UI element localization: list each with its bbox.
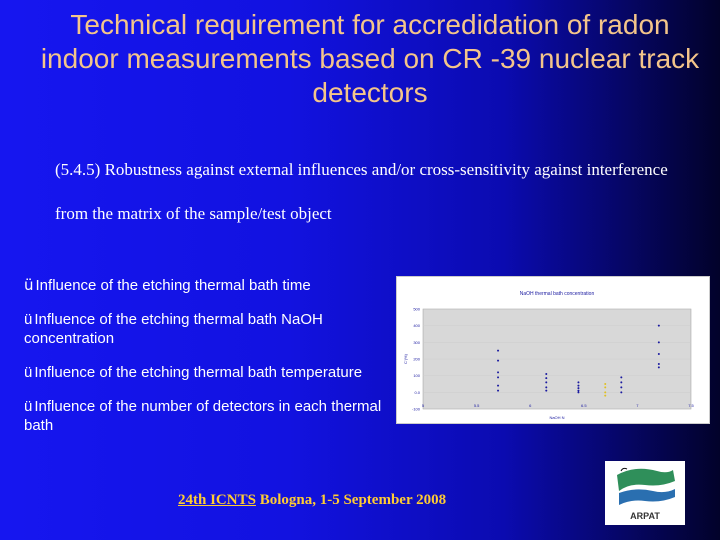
data-point [658, 363, 660, 365]
checkmark-icon: ü [24, 311, 33, 328]
chart-title: NaOH thermal bath concentration [519, 291, 595, 297]
data-point [497, 371, 499, 373]
y-axis-label: C'(%) [403, 354, 408, 364]
data-point [604, 386, 606, 388]
data-point [497, 376, 499, 378]
arpat-logo-graphic [605, 461, 685, 525]
data-point [658, 366, 660, 368]
data-point [497, 385, 499, 387]
data-point [545, 390, 547, 392]
y-tick-labels [412, 307, 421, 412]
conference-details: Bologna, 1-5 September 2008 [255, 492, 447, 508]
data-point [604, 383, 606, 385]
y-tick-label: 500 [413, 306, 420, 312]
arpat-logo-text: ARPAT [630, 511, 660, 521]
slide-title: Technical requirement for accredidation of radon indoor measurements based on CR -39 nuclear track detectors [40, 9, 700, 108]
x-tick-label: 6.5 [581, 403, 587, 408]
y-tick-label: 100 [413, 373, 420, 379]
chart-svg [397, 277, 709, 423]
conference-footer [178, 492, 446, 509]
data-point [620, 391, 622, 393]
bullet-item [24, 310, 404, 348]
y-tick-label: 300 [413, 339, 420, 345]
checkmark-icon: ü [24, 364, 33, 381]
data-point [497, 350, 499, 352]
bullet-text: Influence of the etching thermal bath temperature [34, 364, 363, 381]
x-tick-label: 5 [421, 403, 425, 408]
y-tick-label: -100 [411, 406, 420, 412]
data-point [577, 391, 579, 393]
scatter-chart [396, 276, 710, 424]
checkmark-icon: ü [24, 276, 34, 294]
data-point [497, 360, 499, 362]
bullet-list [24, 276, 404, 450]
data-point [577, 387, 579, 389]
bullet-item [24, 363, 404, 382]
data-point [577, 381, 579, 383]
y-tick-label: 0.0 [414, 389, 420, 395]
data-point [497, 390, 499, 392]
data-point [545, 386, 547, 388]
x-tick-label: 6 [529, 403, 532, 408]
data-point [604, 395, 606, 397]
x-axis-label: NaOH N [549, 415, 565, 420]
data-point [604, 391, 606, 393]
x-tick-label: 7 [636, 403, 639, 408]
bullet-item [24, 276, 404, 295]
x-tick-label: 5.5 [473, 403, 480, 408]
data-point [620, 386, 622, 388]
y-tick-label: 400 [413, 323, 420, 329]
bullet-text: Influence of the etching thermal bath NaOH concentration [24, 311, 323, 347]
bullet-text: Influence of the etching thermal bath time [35, 277, 311, 294]
data-point [577, 385, 579, 387]
data-point [658, 353, 660, 355]
data-point [620, 376, 622, 378]
data-point [545, 377, 547, 379]
data-point [620, 381, 622, 383]
y-tick-label: 200 [413, 356, 420, 362]
conference-link[interactable]: 24th ICNTS [178, 492, 256, 508]
arpat-logo [605, 461, 685, 525]
bullet-item [24, 397, 404, 435]
checkmark-icon: ü [24, 398, 33, 415]
bullet-text: Influence of the number of detectors in each thermal bath [24, 398, 382, 434]
data-point [545, 373, 547, 375]
data-point [545, 381, 547, 383]
data-point [658, 341, 660, 343]
data-point [658, 325, 660, 327]
x-tick-label: 7.5 [688, 403, 694, 408]
requirement-subtitle: (5.4.5) Robustness against external influences and/or cross-sensitivity against interference from the matrix of the sample/test object [55, 160, 668, 223]
